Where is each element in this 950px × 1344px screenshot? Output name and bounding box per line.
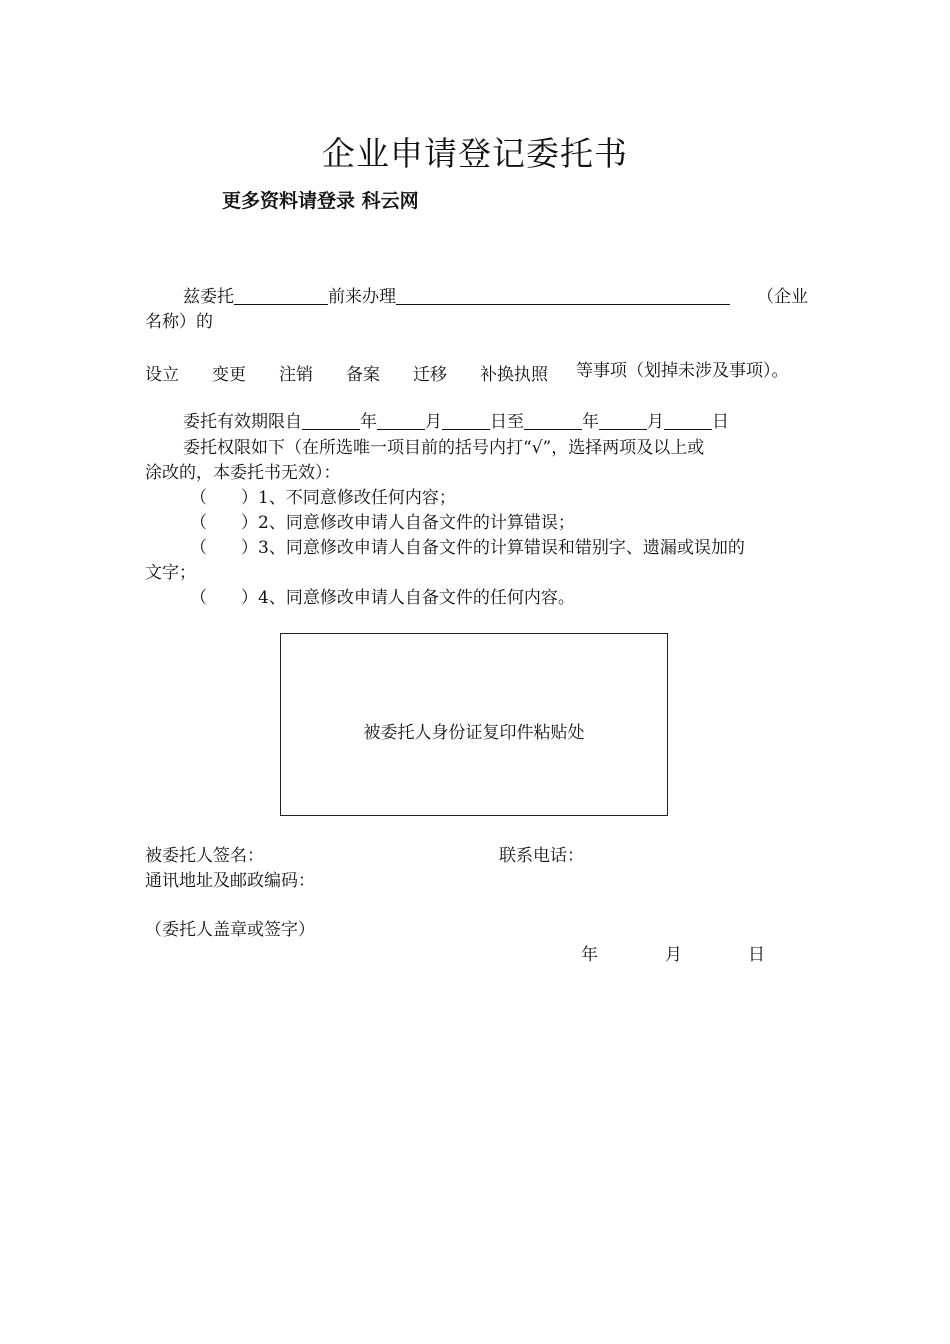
validity-line	[183, 410, 729, 434]
authority-option-3-cont: 文字；	[145, 563, 196, 583]
document-title: 企业申请登记委托书	[322, 134, 628, 173]
end-month-blank[interactable]	[599, 411, 647, 430]
address-label[interactable]: 通讯地址及邮政编码：	[145, 871, 315, 891]
agent-signature-label[interactable]: 被委托人签名：	[145, 846, 264, 866]
entrust-text-3: （企业	[757, 287, 808, 307]
entrust-text-1: 兹委托	[183, 287, 234, 307]
matter-setup[interactable]: 设立	[145, 365, 179, 385]
matter-change[interactable]: 变更	[212, 365, 246, 385]
authority-option-3[interactable]: （ ）3、同意修改申请人自备文件的计算错误和错别字、遗漏或误加的	[190, 538, 745, 558]
id-card-box-label: 被委托人身份证复印件粘贴处	[363, 723, 585, 743]
end-day-label: 日	[712, 412, 729, 432]
subtitle-link-text: 更多资料请登录 科云网	[222, 190, 419, 212]
date-month-label: 月	[665, 945, 682, 965]
authority-option-4[interactable]: （ ）4、同意修改申请人自备文件的任何内容。	[190, 588, 575, 608]
matters-suffix: 等事项（划掉未涉及事项）。	[576, 361, 789, 381]
start-year-blank[interactable]	[302, 411, 360, 430]
company-name-blank[interactable]	[396, 286, 730, 305]
entrust-text-4: 名称）的	[145, 312, 213, 332]
end-day-blank[interactable]	[664, 411, 712, 430]
start-month-blank[interactable]	[377, 411, 425, 430]
entrust-text-2: 前来办理	[328, 287, 396, 307]
matter-replace-license[interactable]: 补换执照	[480, 365, 548, 385]
end-month-label: 月	[647, 412, 664, 432]
start-day-label: 日至	[490, 412, 524, 432]
authority-line-2: 涂改的，本委托书无效）：	[145, 463, 341, 483]
date-day-label: 日	[748, 945, 765, 965]
start-month-label: 月	[425, 412, 442, 432]
principal-seal-label[interactable]: （委托人盖章或签字）	[145, 920, 315, 940]
matter-cancel[interactable]: 注销	[279, 365, 313, 385]
start-year-label: 年	[360, 412, 377, 432]
matter-record[interactable]: 备案	[346, 365, 380, 385]
matter-relocate[interactable]: 迁移	[413, 365, 447, 385]
agent-name-blank[interactable]	[234, 286, 328, 305]
start-day-blank[interactable]	[442, 411, 490, 430]
validity-prefix: 委托有效期限自	[183, 412, 302, 432]
authority-option-1[interactable]: （ ）1、不同意修改任何内容；	[190, 488, 456, 508]
id-card-paste-box	[280, 633, 668, 816]
authority-line-1: 委托权限如下（在所选唯一项目前的括号内打“√”，选择两项及以上或	[183, 438, 705, 458]
end-year-label: 年	[582, 412, 599, 432]
phone-label[interactable]: 联系电话：	[499, 846, 584, 866]
authority-option-2[interactable]: （ ）2、同意修改申请人自备文件的计算错误；	[190, 513, 575, 533]
end-year-blank[interactable]	[524, 411, 582, 430]
date-year-label: 年	[581, 945, 598, 965]
entrust-line	[183, 285, 730, 309]
